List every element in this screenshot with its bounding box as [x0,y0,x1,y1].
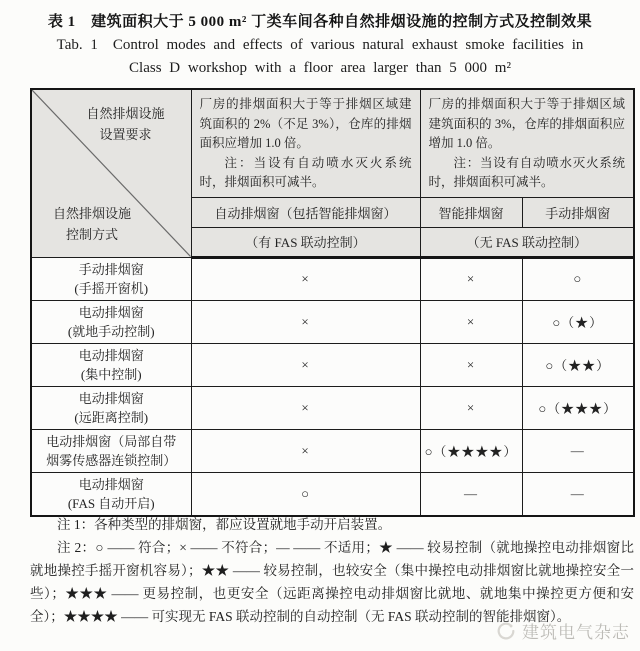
journal-name: 建筑电气杂志 [522,623,630,642]
footnote-1: 注 1：各种类型的排烟窗，都应设置就地手动开启装置。 [57,517,392,532]
corner-label-control-mode: 自然排烟设施 控制方式 [52,205,131,242]
col-header-auto-window: 自动排烟窗（包括智能排烟窗） [191,197,420,227]
col-header-with-fas: （有 FAS 联动控制） [191,227,420,257]
cell-symbol: — [420,472,522,516]
row-label-manual-crank: 手动排烟窗 (手摇开窗机) [31,257,191,300]
control-modes-table [30,88,635,517]
requirement-manual-windows: 厂房的排烟面积大于等于排烟区域建筑面积的 3%，仓库的排烟面积应增加 1.0 倍。 注：当设有自动喷水灭火系统时，排烟面积可减半。 [420,89,634,197]
cell-symbol: ○ [191,472,420,516]
cell-symbol: ○ [522,257,634,300]
cell-symbol: ○（★★★★） [420,429,522,472]
cell-symbol: × [420,257,522,300]
corner-header-cell [31,89,191,257]
corner-label-setting-requirements: 自然排烟设施 设置要求 [86,106,165,142]
cell-symbol: ○（★） [522,300,634,343]
table-row [31,429,634,472]
cell-symbol: ○（★★） [522,343,634,386]
journal-logo-icon [495,620,517,642]
table-title-english-line1: Tab. 1 Control modes and effects of various natural exhaust smoke facilities in [56,37,584,53]
cell-symbol: × [420,300,522,343]
cell-symbol: × [420,343,522,386]
cell-symbol: ○（★★★） [522,386,634,429]
table-row [31,343,634,386]
journal-watermark [495,618,630,643]
row-label-electric-centralized: 电动排烟窗 (集中控制) [31,343,191,386]
table-row [31,386,634,429]
col-header-smart-window: 智能排烟窗 [420,197,522,227]
col-header-without-fas: （无 FAS 联动控制） [420,227,634,257]
footnote-2: 注 2：○ —— 符合；× —— 不符合；— —— 不适用；★ —— 较易控制（就地操控电动排烟窗比就地操控手摇开窗机容易）；★★ —— 较易控制，也较安全（集中操控电动排烟窗比就地操控安全一些）；★★★ —— 更易控制，也更安全（远距离操控电动排烟窗比就地、就地集中操控更方便和安全）；★★★★ —— 可实现无 FAS 联动控制的自动控制（无 FAS 联动控制的智能排烟窗）。 [30,540,634,624]
cell-symbol: × [191,257,420,300]
table-row [31,472,634,516]
requirement-auto-windows: 厂房的排烟面积大于等于排烟区域建筑面积的 2%（不足 3%），仓库的排烟面积应增加 1.0 倍。 注：当设有自动喷水灭火系统时，排烟面积可减半。 [191,89,420,197]
cell-symbol: × [191,300,420,343]
cell-symbol: — [522,429,634,472]
table-title-chinese: 表 1 建筑面积大于 5 000 m² 丁类车间各种自然排烟设施的控制方式及控制效果 [47,14,593,30]
table-title-english-line2: Class D workshop with a floor area larger than 5 000 m² [129,60,511,76]
footnotes [30,513,634,628]
table-row [31,257,634,300]
row-label-electric-smoke-sensor: 电动排烟窗（局部自带 烟雾传感器连锁控制） [31,429,191,472]
cell-symbol: — [522,472,634,516]
row-label-electric-fas-auto: 电动排烟窗 (FAS 自动开启) [31,472,191,516]
col-header-manual-window: 手动排烟窗 [522,197,634,227]
title-block [0,10,640,80]
cell-symbol: × [191,386,420,429]
cell-symbol: × [191,343,420,386]
table-row [31,300,634,343]
cell-symbol: × [191,429,420,472]
cell-symbol: × [420,386,522,429]
row-label-electric-local-manual: 电动排烟窗 (就地手动控制) [31,300,191,343]
row-label-electric-remote: 电动排烟窗 (远距离控制) [31,386,191,429]
